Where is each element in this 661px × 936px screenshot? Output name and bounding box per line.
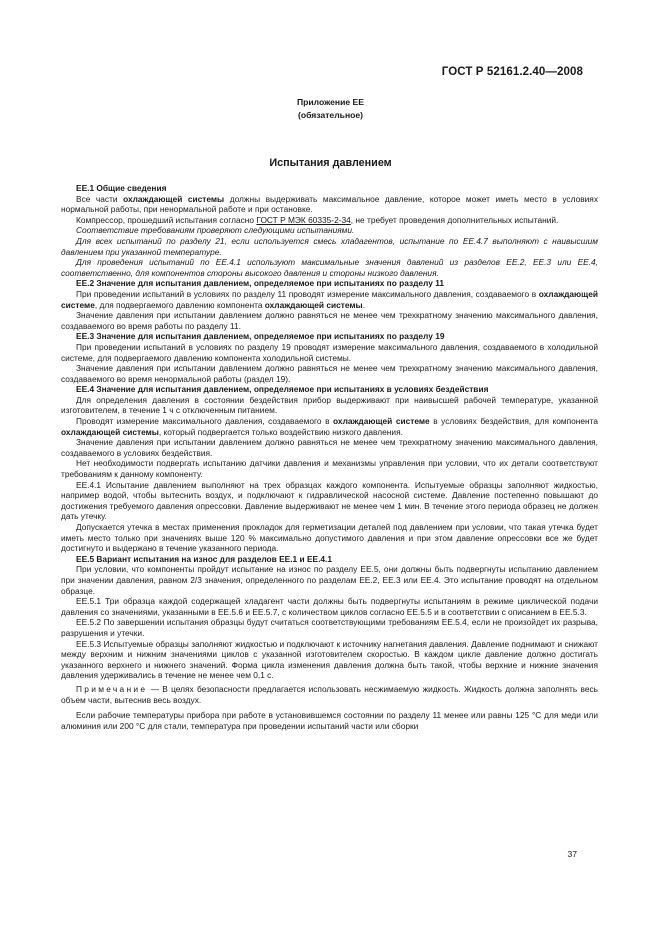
ee4-paragraph: Проводят измерение максимального давления, создаваемого в охлаждающей системе в условиях бездействия, для компонента охлаждающей системы, который подвергается только воздействию низкого давления. (61, 416, 599, 437)
ee1-paragraph: Для проведения испытаний по ЕЕ.4.1 используют максимальные значения давлений из разделов ЕЕ.2, ЕЕ.3 или ЕЕ.4, соответственно, для компонентов стороны высокого давления и стороны низкого давления. (61, 257, 598, 278)
ee2-heading: ЕЕ.2 Значение для испытания давлением, определяемое при испытаниях по разделу 11 (76, 278, 445, 289)
annex-status: (обязательное) (297, 110, 364, 120)
ee3-paragraph: При проведении испытаний в условиях по разделу 19 проводят измерение максимального давления, создаваемого в холодильной системе, для подвергаемого давлению компонента холодильной системы. (61, 341, 598, 363)
ee4-paragraph: Для определения давления в состоянии бездействия прибор выдерживают при наивысшей рабочей температуре, указанной изготовителем, в течение 1 ч с отключенным питанием. (61, 394, 598, 416)
annex-title: Приложение ЕЕ (296, 97, 365, 107)
ee5-heading: ЕЕ.5 Вариант испытания на износ для разделов ЕЕ.1 и ЕЕ.4.1 (76, 553, 333, 564)
ee1-paragraph: Компрессор, прошедший испытания согласно ГОСТ Р МЭК 60335-2-34, не требует проведения дополнительных испытаний. (76, 214, 559, 225)
body-text (61, 183, 598, 731)
ee5-paragraph: Если рабочие температуры прибора при работе в установившемся состоянии по разделу 11 менее или равны 125 °С для меди или алюминия или 200 °С для стали, температура при проведении испытаний части или сборки (61, 710, 598, 731)
ee2-paragraph: Значение давления при испытании давлением должно равняться не менее чем трехкратному значению максимального давления, создаваемого во время работы по разделу 11. (61, 310, 598, 331)
note: Примечание — В целях безопасности предлагается использовать несжимаемую жидкость. Жидкость должна заполнять весь объем части, вытеснив весь воздух. (61, 683, 598, 705)
section-title: Испытания давлением (269, 157, 392, 169)
ee5-paragraph: При условии, что компоненты пройдут испытание на износ по разделу ЕЕ.5, они должны быть подвергнуты испытанию давлением при значении давления, равном 2/3 значения, определенного по разделам ЕЕ.2, ЕЕ.3 или ЕЕ.4. Это испытание проводят на отдельном образце. (61, 564, 598, 596)
ee4-heading: ЕЕ.4 Значение для испытания давлением, определяемое при испытаниях в условиях бездействия (76, 384, 489, 395)
ee1-paragraph: Все части охлаждающей системы должны выдерживать максимальное давление, которое может иметь место в условиях нормальной работы, при ненормальной работе и при остановке. (61, 193, 598, 215)
ee3-paragraph: Значение давления при испытании давлением должно равняться не менее чем трехкратному значению максимального давления, создаваемого во время ненормальной работы (раздел 19). (61, 363, 598, 384)
ee2-paragraph: При проведении испытаний в условиях по разделу 11 проводят измерение максимального давления, создаваемого в охлаждающей системе, для подвергаемого давлению компонента охлаждающей системы. (61, 288, 598, 310)
ee5-paragraph: ЕЕ.5.1 Три образца каждой содержащей хладагент части должны быть подвергнуты испытаниям в режиме циклической подачи давления со значениями, указанными в ЕЕ.5.6 и ЕЕ.5.7, с количеством циклов согласно ЕЕ.5.5 и в соответствии с описанием в ЕЕ.5.3. (61, 596, 598, 617)
standard-reference-link[interactable]: ГОСТ Р МЭК 60335-2-34 (256, 214, 351, 225)
ee4-paragraph: ЕЕ.4.1 Испытание давлением выполняют на трех образцах каждого компонента. Испытуемые образцы заполняют жидкостью, например водой, чтобы вытеснить воздух, и подключают к гидравлической насосной системе. Давление постепенно повышают до достижения требуемого давления опрессовки. Давление выдерживают не менее чем 1 мин. В течение этого периода образец не должен дать утечку. (61, 479, 598, 522)
ee4-paragraph: Допускается утечка в местах применения прокладок для герметизации деталей под давлением при условии, что такая утечка будет иметь место только при значениях выше 120 % максимально допустимого давления и при этом давление опрессовки все же будет достигнуто и выдержано в течение указанного периода. (61, 522, 598, 554)
ee5-paragraph: ЕЕ.5.2 По завершении испытания образцы будут считаться соответствующими требованиям ЕЕ.5.4, если не произойдет их разрыва, разрушения и утечки. (61, 617, 598, 638)
ee1-heading: ЕЕ.1 Общие сведения (76, 183, 167, 193)
ee1-paragraph: Для всех испытаний по разделу 21, если используется смесь хладагентов, испытание по ЕЕ.4.7 выполняют с наивысшим давлением при указанной температуре. (61, 235, 598, 257)
page-number: 37 (567, 849, 577, 859)
document-id: ГОСТ Р 52161.2.40—2008 (441, 66, 583, 78)
note-label: Примечание (76, 683, 148, 694)
ee4-paragraph: Нет необходимости подвергать испытанию датчики давления и механизмы управления при условии, что их детали соответствуют требованиям к данному компоненту. (61, 458, 598, 480)
ee3-heading: ЕЕ.3 Значение для испытания давлением, определяемое при испытаниях по разделу 19 (76, 331, 445, 342)
ee5-paragraph: ЕЕ.5.3 Испытуемые образцы заполняют жидкостью и подключают к источнику нагнетания давления. Давление поднимают и снижают между верхним и нижним значениями циклов с указанной изготовителем скоростью. В каждом цикле давление должно достигать указанного верхнего и нижнего значений. Форма цикла изменения давления должна быть такой, чтобы верхние и нижние значения давления удерживались в течение не менее чем 0,1 с. (61, 638, 598, 681)
ee1-paragraph: Соответствие требованиям проверяют следующими испытаниями. (76, 225, 355, 236)
ee4-paragraph: Значение давления при испытании давлением должно равняться не менее чем трехкратному значению максимального давления, создаваемого в условиях бездействия. (61, 437, 598, 458)
